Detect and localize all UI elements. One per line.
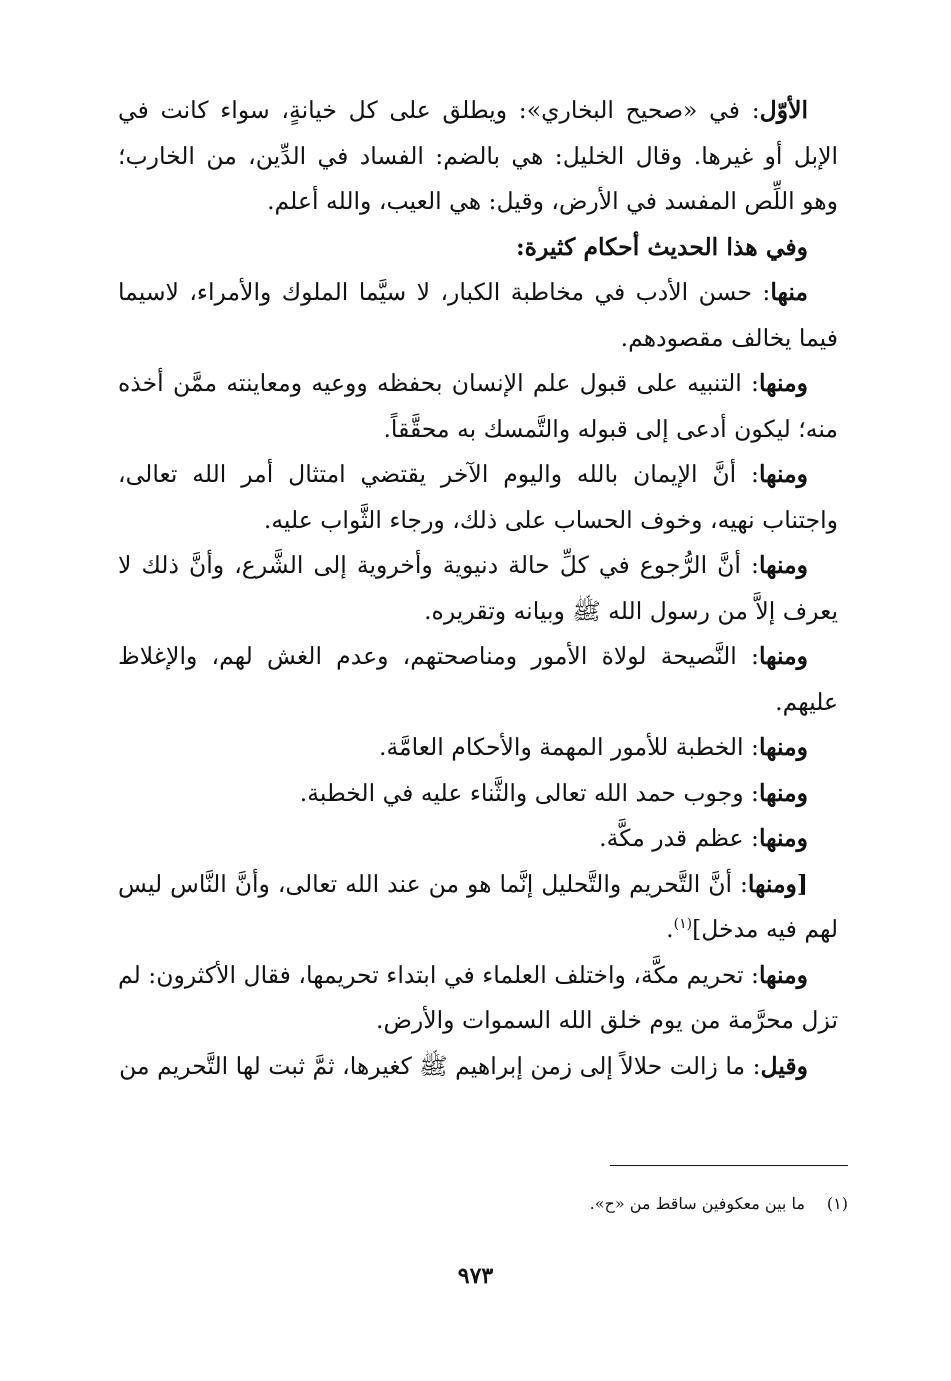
paragraph-lead: ومنها: [758, 960, 808, 989]
paragraph-minha-hamd: [118, 771, 838, 817]
paragraph-lead: ومنها: [758, 551, 808, 579]
page-number: ٩٧٣: [457, 1263, 494, 1289]
paragraph-text: : النَّصيحة لولاة الأمور ومناصحتهم، وعدم الغش لهم، والإغلاظ عليهم.: [118, 642, 838, 716]
paragraph-text: : الخطبة للأمور المهمة والأحكام العامَّة.: [378, 733, 759, 761]
paragraph-lead: ومنها: [758, 824, 808, 852]
main-text: [118, 88, 838, 1089]
footnote-text: ما بين معكوفين ساقط من «ح».: [589, 1194, 805, 1213]
paragraph-minha-adab: [118, 270, 838, 361]
paragraph-text: : أنَّ الرُّجوع في كلِّ حالة دنيوية وأخروية إلى الشَّرع، وأنَّ ذلك لا يعرف إلاَّ من رسول الله ﷺ وبيانه وتقريره.: [118, 551, 838, 625]
paragraph-text: : وجوب حمد الله تعالى والثَّناء عليه في الخطبة.: [299, 778, 759, 807]
paragraph-text: : عظم قدر مكَّة.: [599, 824, 759, 852]
paragraph-minha-khutba: [118, 725, 838, 771]
paragraph-text: : حسن الأدب في مخاطبة الكبار، لا سيَّما الملوك والأمراء، لاسيما فيما يخالف مقصودهم.: [118, 278, 838, 352]
footnote-number: (١): [826, 1194, 848, 1213]
paragraph-lead: ومنها: [758, 778, 808, 807]
paragraph-text: : أنَّ التَّحريم والتَّحليل إنَّما هو من عند الله تعالى، وأنَّ النَّاس ليس لهم فيه مدخل]: [118, 869, 838, 943]
paragraph-text: : ما زالت حلالاً إلى زمن إبراهيم ﷺ كغيرها، ثمَّ ثبت لها التَّحريم من: [119, 1051, 761, 1080]
paragraph-minha-tahrim-makka: [118, 953, 838, 1044]
paragraph-lead: منها: [770, 278, 808, 306]
paragraph-text: : أنَّ الإيمان بالله واليوم الآخر يقتضي امتثال أمر الله تعالى، واجتناب نهيه، وخوف الحساب على ذلك، ورجاء الثَّواب عليه.: [118, 460, 838, 534]
section-heading: [118, 225, 838, 271]
paragraph-lead: ومنها: [758, 369, 808, 397]
heading-text: وفي هذا الحديث أحكام كثيرة:: [515, 232, 808, 261]
paragraph-wa-qila: [118, 1044, 838, 1090]
paragraph-text: : تحريم مكَّة، واختلف العلماء في ابتداء تحريمها، فقال الأكثرون: لم تزل محرَّمة من يوم خلق الله السموات والأرض.: [118, 960, 838, 1034]
footnote-separator: [610, 1165, 848, 1166]
paragraph-minha-makka: [118, 816, 838, 862]
footnote-reference: (١): [673, 916, 693, 933]
paragraph-minha-rujuu: [118, 543, 838, 634]
paragraph-lead: وقيل: [760, 1051, 808, 1080]
paragraph-awwal: [118, 88, 838, 225]
paragraph-lead: ومنها: [758, 642, 808, 670]
paragraph-text: : التنبيه على قبول علم الإنسان بحفظه ووعيه ومعاينته ممَّن أخذه منه؛ ليكون أدعى إلى قبوله والتَّمسك به محقَّقاً.: [118, 369, 838, 443]
paragraph-minha-tahrim-bracketed: [118, 862, 838, 953]
footnote: [328, 1192, 848, 1216]
paragraph-lead: [ومنها: [747, 869, 808, 898]
paragraph-minha-nasiha: [118, 634, 838, 725]
paragraph-lead: ومنها: [758, 733, 808, 761]
paragraph-end-mark: .: [666, 915, 674, 943]
paragraph-text: : في «صحيح البخاري»: ويطلق على كل خيانةٍ، سواء كانت في الإبل أو غيرها. وقال الخليل: هي بالضم: الفساد في الدِّين، من الخارب؛ وهو اللِّص المفسد في الأرض، وقيل: هي العيب، والله أعلم.: [118, 96, 838, 215]
paragraph-minha-tanbih: [118, 361, 838, 452]
paragraph-lead: الأوّل: [759, 96, 808, 124]
paragraph-minha-iman: [118, 452, 838, 543]
paragraph-lead: ومنها: [758, 460, 808, 488]
